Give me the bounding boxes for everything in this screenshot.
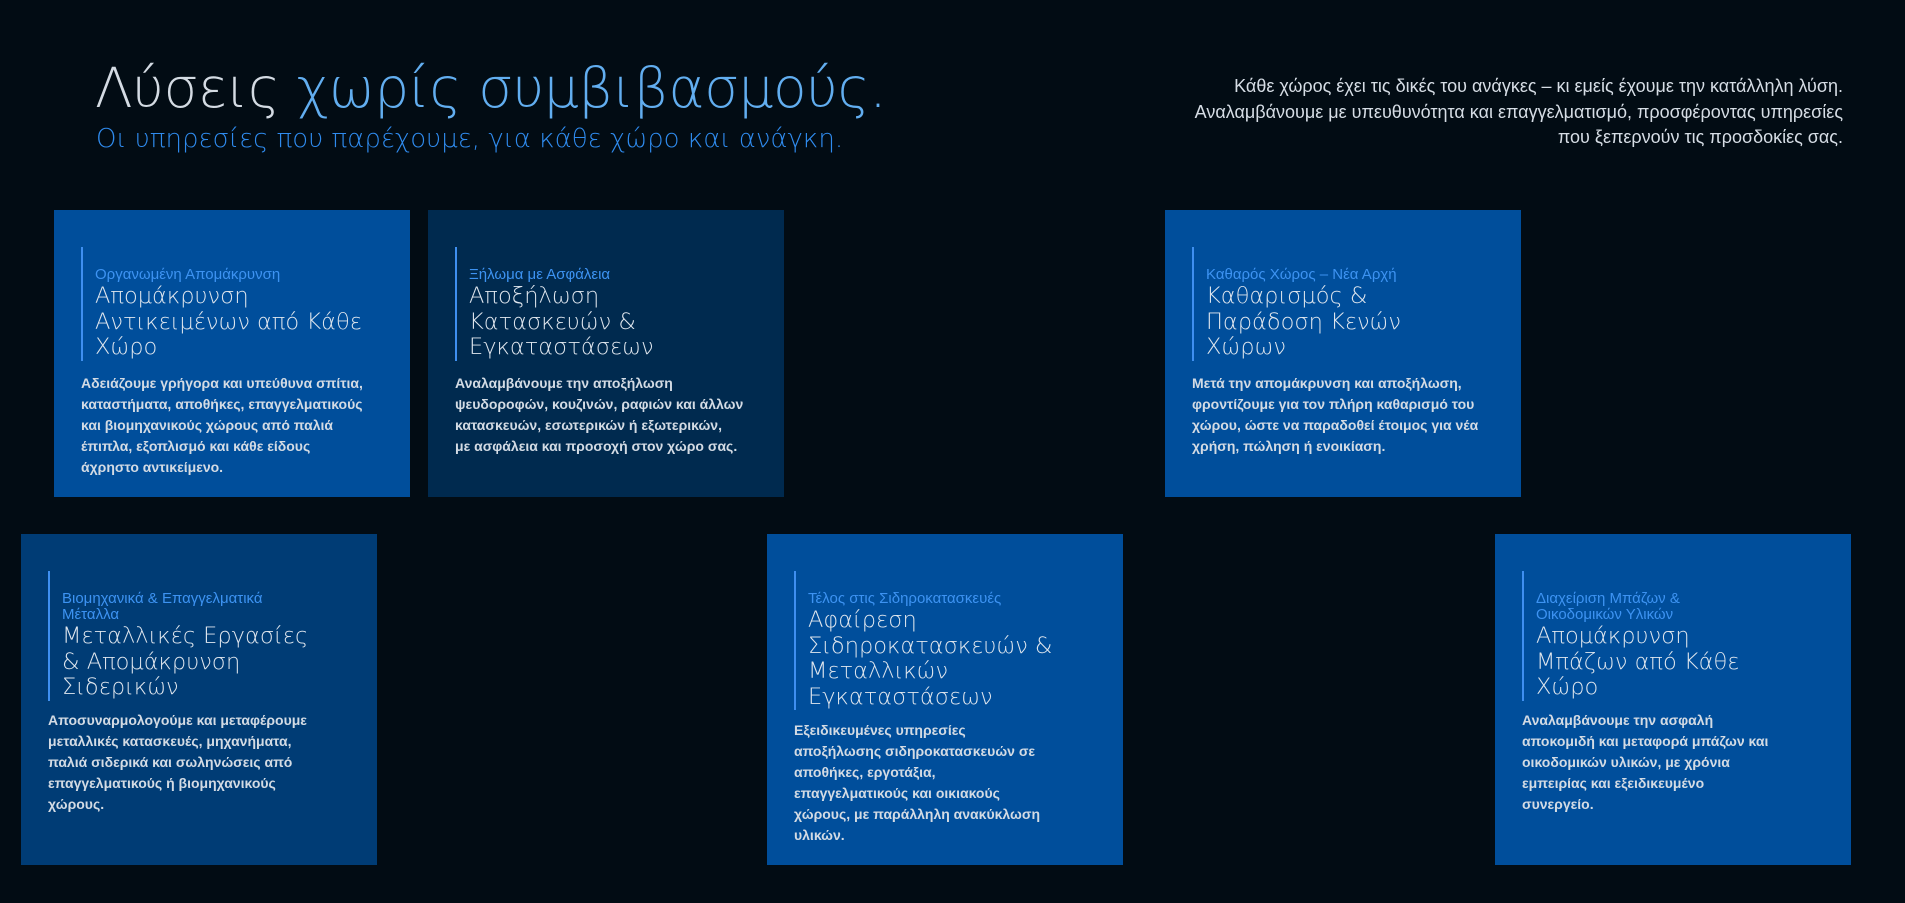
card-description — [455, 373, 760, 457]
card-kicker-line: Διαχείριση Μπάζων & — [1536, 590, 1680, 607]
card-description-line: χώρου, ώστε να παραδοθεί έτοιμος για νέα — [1192, 417, 1479, 433]
intro-line: Κάθε χώρος έχει τις δικές του ανάγκες – κι εμείς έχουμε την κατάλληλη λύση. — [1234, 76, 1843, 96]
card-title-line: Καθαρισμός & — [1206, 283, 1368, 309]
card-title-line: Μεταλλικές Εργασίες — [62, 623, 309, 649]
card-description-line: εμπειρίας και εξειδικευμένο — [1522, 775, 1705, 791]
card-description-line: αποκομιδή και μεταφορά μπάζων και — [1522, 733, 1769, 749]
card-description-line: μεταλλικές κατασκευές, μηχανήματα, — [48, 733, 292, 749]
card-title-line: Σιδηροκατασκευών & — [808, 632, 1053, 659]
card-header — [81, 247, 395, 361]
service-card-dismantling[interactable] — [428, 210, 784, 497]
card-description — [1522, 710, 1827, 815]
card-description — [48, 710, 353, 815]
card-kicker-line: Τέλος στις Σιδηροκατασκευές — [808, 590, 1002, 607]
card-kicker-line: Ξήλωμα με Ασφάλεια — [469, 266, 611, 283]
card-title-line: Κατασκευών & — [469, 308, 636, 335]
card-title — [808, 608, 1108, 710]
card-description-line: Μετά την απομάκρυνση και αποξήλωση, — [1192, 375, 1462, 391]
card-kicker — [469, 267, 769, 283]
card-title-line: Χώρο — [95, 334, 158, 360]
page-title — [95, 54, 886, 122]
card-header — [1192, 247, 1506, 361]
card-title-line: Εγκαταστάσεων — [469, 334, 654, 360]
card-description-line: Εξειδικευμένες υπηρεσίες — [794, 722, 966, 738]
service-card-cleaning[interactable] — [1165, 210, 1521, 497]
card-kicker — [1536, 591, 1836, 623]
card-kicker — [808, 591, 1108, 607]
card-description-line: επαγγελματικούς και οικιακούς — [794, 785, 1000, 801]
card-description-line: έπιπλα, εξοπλισμό και κάθε είδους — [81, 438, 311, 454]
card-title-line: Απομάκρυνση — [1536, 623, 1690, 649]
page-subtitle: Οι υπηρεσίες που παρέχουμε, για κάθε χώρο και ανάγκη. — [96, 124, 844, 154]
card-description-line: αποθήκες, εργοτάξια, — [794, 764, 936, 780]
card-kicker-line: Οργανωμένη Απομάκρυνση — [95, 266, 281, 283]
card-title — [1536, 624, 1836, 701]
card-title-line: Εγκαταστάσεων — [808, 683, 993, 710]
card-title — [1206, 284, 1506, 361]
card-description-line: κατασκευών, εσωτερικών ή εξωτερικών, — [455, 417, 722, 433]
card-description-line: υλικών. — [794, 827, 845, 843]
card-description-line: και βιομηχανικούς χώρους από παλιά — [81, 417, 333, 433]
card-header — [794, 571, 1108, 710]
card-title-line: Αντικειμένων από Κάθε — [95, 308, 362, 335]
card-title-line: Μπάζων από Κάθε — [1536, 648, 1740, 675]
card-kicker-line: Μέταλλα — [62, 606, 120, 623]
card-description-line: οικοδομικών υλικών, με χρόνια — [1522, 754, 1730, 770]
card-title-line: Μεταλλικών — [808, 658, 949, 684]
service-card-metal-works[interactable] — [21, 534, 377, 865]
card-kicker — [62, 591, 362, 623]
card-title-line: & Απομάκρυνση — [62, 648, 241, 675]
card-title-line: Χώρο — [1536, 674, 1599, 700]
service-card-ironwork-removal[interactable] — [767, 534, 1123, 865]
card-description-line: συνεργείο. — [1522, 796, 1594, 812]
card-description-line: άχρηστο αντικείμενο. — [81, 459, 224, 475]
card-kicker-line: Οικοδομικών Υλικών — [1536, 606, 1674, 623]
card-title-line: Αποξήλωση — [469, 283, 600, 309]
card-description-line: ψευδοροφών, κουζινών, ραφιών και άλλων — [455, 396, 744, 412]
card-description-line: χώρους. — [48, 796, 105, 812]
card-title-line: Χώρων — [1206, 334, 1286, 360]
card-description-line: Αναλαμβάνουμε την ασφαλή — [1522, 712, 1714, 728]
card-kicker — [1206, 267, 1506, 283]
card-description-line: Αναλαμβάνουμε την αποξήλωση — [455, 375, 673, 391]
card-title-line: Παράδοση Κενών — [1206, 308, 1401, 335]
intro-line: Αναλαμβάνουμε με υπευθυνότητα και επαγγελματισμό, προσφέροντας υπηρεσίες — [1194, 101, 1843, 122]
card-title — [62, 624, 362, 701]
card-kicker-line: Βιομηχανικά & Επαγγελματικά — [62, 590, 263, 607]
card-description — [1192, 373, 1497, 457]
intro-text — [1143, 74, 1843, 151]
card-description-line: Αποσυναρμολογούμε και μεταφέρουμε — [48, 712, 307, 728]
card-description-line: παλιά σιδερικά και σωληνώσεις από — [48, 754, 293, 770]
card-description-line: φροντίζουμε για τον πλήρη καθαρισμό του — [1192, 396, 1475, 412]
card-description-line: αποξήλωσης σιδηροκατασκευών σε — [794, 743, 1036, 759]
card-title-line: Απομάκρυνση — [95, 283, 249, 309]
card-description — [81, 373, 386, 478]
service-card-debris-removal[interactable] — [1495, 534, 1851, 865]
page-title-primary: Λύσεις — [95, 56, 280, 120]
card-description-line: Αδειάζουμε γρήγορα και υπεύθυνα σπίτια, — [81, 375, 363, 391]
service-card-item-removal[interactable] — [54, 210, 410, 497]
card-description — [794, 720, 1099, 846]
card-header — [455, 247, 769, 361]
card-title — [95, 284, 395, 361]
card-description-line: χρήση, πώληση ή ενοικίαση. — [1192, 438, 1386, 454]
card-title-line: Σιδερικών — [62, 674, 179, 700]
card-description-line: καταστήματα, αποθήκες, επαγγελματικούς — [81, 396, 363, 412]
card-title-line: Αφαίρεση — [808, 607, 917, 633]
card-description-line: με ασφάλεια και προσοχή στον χώρο σας. — [455, 438, 738, 454]
card-kicker — [95, 267, 395, 283]
intro-line: που ξεπερνούν τις προσδοκίες σας. — [1557, 127, 1843, 147]
card-header — [48, 571, 362, 701]
card-header — [1522, 571, 1836, 701]
card-description-line: χώρους, με παράλληλη ανακύκλωση — [794, 806, 1040, 822]
card-title — [469, 284, 769, 361]
card-kicker-line: Καθαρός Χώρος – Νέα Αρχή — [1206, 266, 1397, 283]
card-description-line: επαγγελματικούς ή βιομηχανικούς — [48, 775, 276, 791]
page-title-accent: χωρίς συμβιβασμούς. — [296, 56, 887, 120]
